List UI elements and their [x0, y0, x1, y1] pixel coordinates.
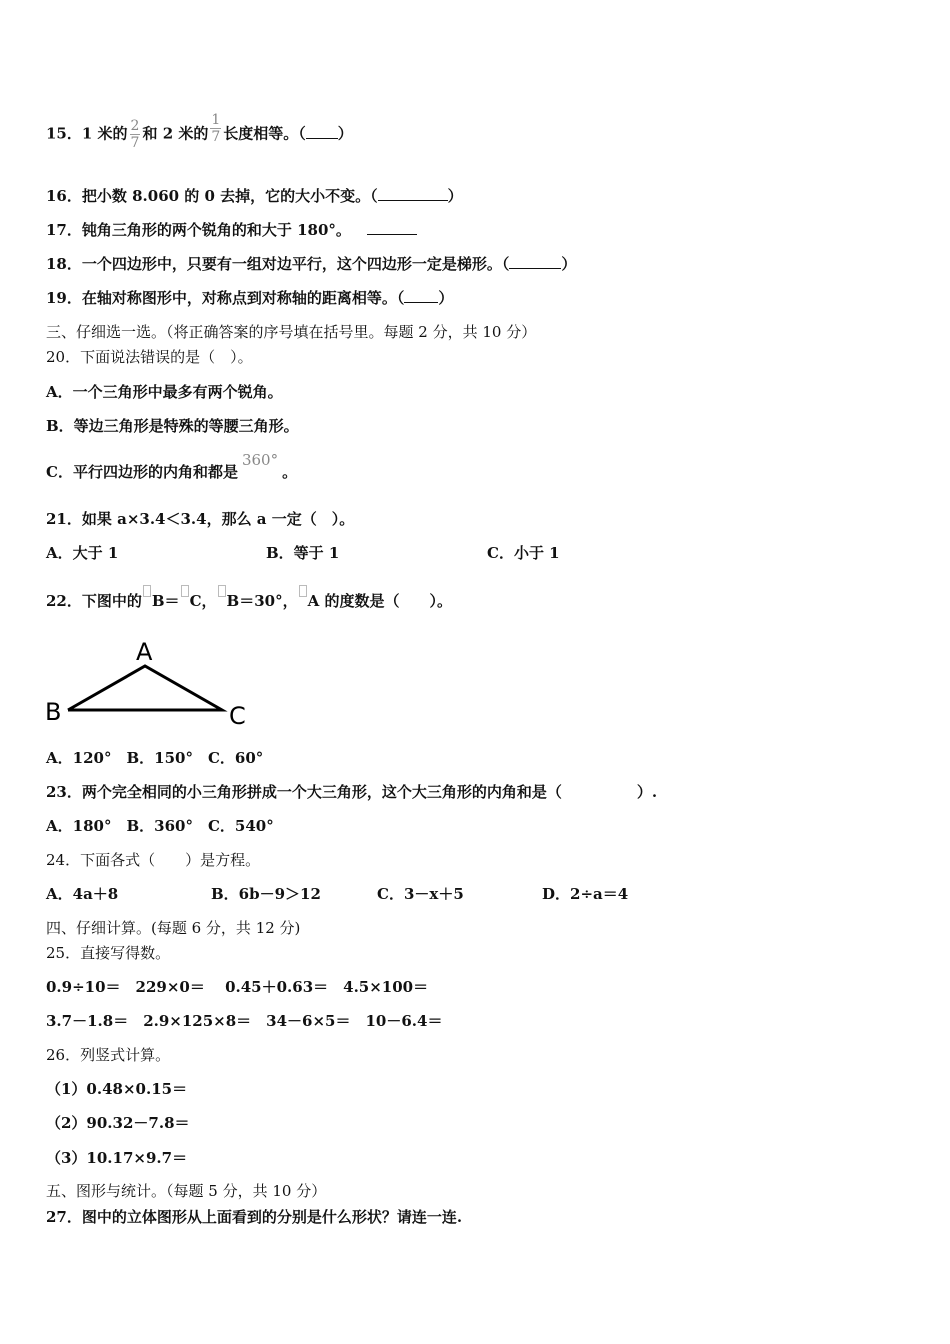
question-17: 17．钝角三角形的两个锐角的和大于 180°。: [46, 220, 417, 240]
vertical-calc-2: （2）90.32－7.8＝: [46, 1114, 190, 1132]
option-21-a[interactable]: A．大于 1: [46, 544, 119, 562]
option-24-d[interactable]: D．2÷a＝4: [542, 885, 629, 903]
option-20-a[interactable]: A．一个三角形中最多有两个锐角。: [46, 383, 283, 401]
option-24-c[interactable]: C．3－x＋5: [377, 885, 464, 903]
option-21-b[interactable]: B．等于 1: [266, 544, 340, 562]
answer-blank[interactable]: [378, 186, 448, 201]
section-5-heading: 五、图形与统计。（每题 5 分，共 10 分）: [46, 1182, 327, 1200]
question-27: 27．图中的立体图形从上面看到的分别是什么形状？请连一连.: [46, 1208, 463, 1226]
options-23[interactable]: A．180° B．360° C．540°: [46, 817, 274, 835]
calc-row-1: 0.9÷10＝ 229×0＝ 0.45＋0.63＝ 4.5×100＝: [46, 978, 429, 996]
vertical-calc-3: （3）10.17×9.7＝: [46, 1149, 188, 1167]
question-15: 15．1 米的 $\frac{2}{7}$ 和 2 米的 $\frac{1}{7}$ 长度相等。（ ）: [46, 112, 353, 151]
question-20: 20．下面说法错误的是（ ）。: [46, 348, 253, 366]
vertical-calc-1: （1）0.48×0.15＝: [46, 1080, 188, 1098]
option-24-b[interactable]: B．6b－9＞12: [211, 885, 321, 903]
angle-symbol-icon: [143, 585, 151, 597]
option-24-a[interactable]: A．4a＋8: [46, 885, 119, 903]
question-23: 23．两个完全相同的小三角形拼成一个大三角形，这个大三角形的内角和是（ ）.: [46, 783, 658, 801]
question-19: 19．在轴对称图形中，对称点到对称轴的距离相等。（ ）: [46, 289, 454, 307]
question-26: 26．列竖式计算。: [46, 1046, 171, 1064]
section-3-heading: 三、仔细选一选。（将正确答案的序号填在括号里。每题 2 分，共 10 分）: [46, 323, 537, 341]
question-18: 18．一个四边形中，只要有一组对边平行，这个四边形一定是梯形。（ ）: [46, 255, 577, 273]
options-22[interactable]: A．120° B．150° C．60°: [46, 749, 264, 767]
option-21-c[interactable]: C．小于 1: [487, 544, 560, 562]
question-25: 25．直接写得数。: [46, 944, 171, 962]
vertex-label-c: C: [229, 702, 246, 730]
triangle-figure: [40, 632, 260, 732]
answer-blank[interactable]: [306, 124, 338, 139]
question-21: 21．如果 a×3.4＜3.4，那么 a 一定（ ）。: [46, 510, 355, 528]
angle-symbol-icon: [299, 585, 307, 597]
answer-blank[interactable]: [509, 254, 561, 269]
triangle-shape: [68, 666, 222, 710]
vertex-label-b: B: [45, 698, 62, 726]
option-20-b[interactable]: B．等边三角形是特殊的等腰三角形。: [46, 417, 299, 435]
calc-row-2: 3.7－1.8＝ 2.9×125×8＝ 34－6×5＝ 10－6.4＝: [46, 1012, 443, 1030]
fraction-2-7: $\frac{2}{7}$: [130, 118, 140, 151]
angle-symbol-icon: [181, 585, 189, 597]
answer-blank[interactable]: [367, 220, 417, 235]
question-16: 16．把小数 8.060 的 0 去掉，它的大小不变。（ ）: [46, 187, 463, 205]
option-20-c[interactable]: C．平行四边形的内角和都是360°。: [46, 451, 298, 481]
angle-symbol-icon: [218, 585, 226, 597]
question-24: 24．下面各式（ ）是方程。: [46, 851, 261, 869]
section-4-heading: 四、仔细计算。(每题 6 分，共 12 分): [46, 919, 301, 937]
answer-blank[interactable]: [404, 288, 438, 303]
fraction-1-7: $\frac{1}{7}$: [211, 112, 221, 145]
angle-value: 360°: [241, 451, 279, 469]
vertex-label-a: A: [136, 638, 153, 666]
question-22: 22．下图中的 B＝ C， B＝30°， A 的度数是（ ）。: [46, 591, 452, 611]
